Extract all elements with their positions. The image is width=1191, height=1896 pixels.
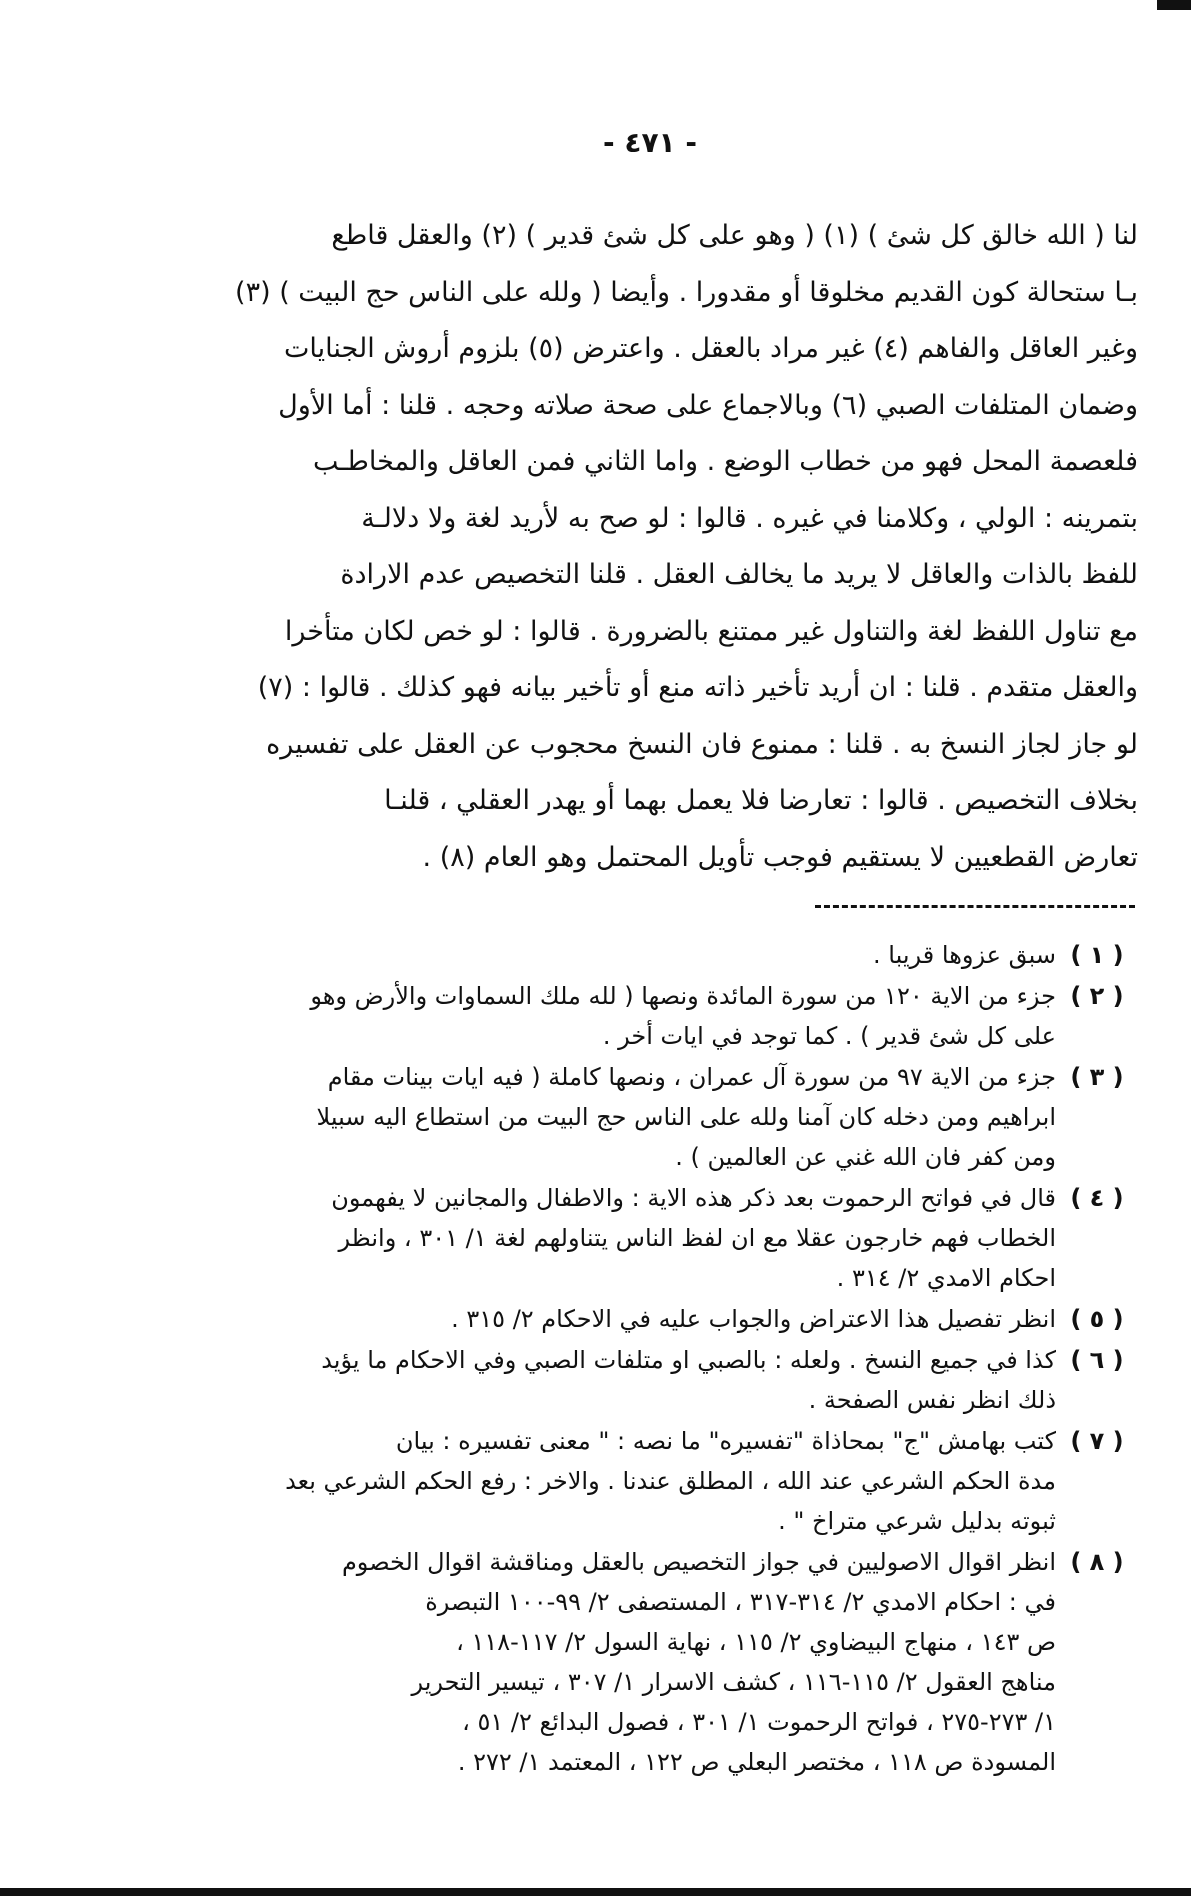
footnote-line: انظر تفصيل هذا الاعتراض والجواب عليه في الاحكام ٢/ ٣١٥ . [451, 1305, 1056, 1333]
footnote-line: سبق عزوها قريبا . [873, 941, 1056, 969]
footnote-line: على كل شئ قدير ) . كما توجد في ايات أخر . [602, 1022, 1056, 1050]
footnote-line: في : احكام الامدي ٢/ ٣١٤-٣١٧ ، المستصفى ٢/ ٩٩-١٠٠ التبصرة [425, 1588, 1056, 1616]
footnote-line: ومن كفر فان الله غني عن العالمين ) . [675, 1143, 1056, 1171]
body-line: وضمان المتلفات الصبي (٦) وبالاجماع على صحة صلاته وحجه . قلنا : أما الأول [278, 389, 1138, 421]
body-line: بـا ستحالة كون القديم مخلوقا أو مقدورا . وأيضا ( ولله على الناس حج البيت ) (٣) [235, 276, 1138, 308]
footnote-line: ١/ ٢٧٣-٢٧٥ ، فواتح الرحموت ١/ ٣٠١ ، فصول البدائع ٢/ ٥١ ، [462, 1708, 1056, 1736]
main-body-text [178, 208, 1138, 886]
footnote-1 [178, 935, 1138, 975]
footnote-number: ( ٨ ) [1070, 1548, 1124, 1576]
footnote-number: ( ٧ ) [1070, 1427, 1124, 1455]
footnote-line: مناهج العقول ٢/ ١١٥-١١٦ ، كشف الاسرار ١/ ٣٠٧ ، تيسير التحرير [411, 1668, 1056, 1696]
footnote-line: المسودة ص ١١٨ ، مختصر البعلي ص ١٢٢ ، المعتمد ١/ ٢٧٢ . [457, 1748, 1056, 1776]
footnote-line: انظر اقوال الاصوليين في جواز التخصيص بالعقل ومناقشة اقوال الخصوم [341, 1548, 1056, 1576]
footnote-3 [178, 1057, 1138, 1177]
footnote-number: ( ٥ ) [1070, 1305, 1124, 1333]
footnote-text [178, 935, 1056, 975]
footnote-number: ( ٦ ) [1070, 1346, 1124, 1374]
footnote-line: ص ١٤٣ ، منهاج البيضاوي ٢/ ١١٥ ، نهاية السول ٢/ ١١٧-١١٨ ، [456, 1628, 1056, 1656]
body-line: لنا ( الله خالق كل شئ ) (١) ( وهو على كل شئ قدير ) (٢) والعقل قاطع [331, 220, 1138, 251]
footnote-line: ابراهيم ومن دخله كان آمنا ولله على الناس حج البيت من استطاع اليه سبيلا [316, 1103, 1056, 1131]
body-line: لو جاز لجاز النسخ به . قلنا : ممنوع فان النسخ محجوب عن العقل على تفسيره [266, 728, 1138, 760]
footnote-line: ذلك انظر نفس الصفحة . [808, 1386, 1056, 1414]
footnote-text [178, 1178, 1056, 1298]
footnote-6 [178, 1340, 1138, 1420]
footnote-line: الخطاب فهم خارجون عقلا مع ان لفظ الناس يتناولهم لغة ١/ ٣٠١ ، وانظر [338, 1224, 1056, 1252]
footnote-line: كتب بهامش "ج" بمحاذاة "تفسيره" ما نصه : " معنى تفسيره : بيان [395, 1427, 1056, 1455]
footnote-separator [815, 905, 1135, 908]
footnote-line: قال في فواتح الرحموت بعد ذكر هذه الاية : والاطفال والمجانين لا يفهمون [331, 1184, 1056, 1212]
bottom-edge-bar [0, 1888, 1191, 1896]
body-line: للفظ بالذات والعاقل لا يريد ما يخالف العقل . قلنا التخصيص عدم الارادة [340, 559, 1138, 590]
footnote-7 [178, 1421, 1138, 1541]
footnote-line: ثبوته بدليل شرعي متراخ " . [778, 1507, 1056, 1535]
footnote-line: جزء من الاية ١٢٠ من سورة المائدة ونصها ( لله ملك السماوات والأرض وهو [310, 982, 1056, 1010]
footnote-5 [178, 1299, 1138, 1339]
footnote-line: احكام الامدي ٢/ ٣١٤ . [836, 1264, 1056, 1292]
body-line: تعارض القطعيين لا يستقيم فوجب تأويل المحتمل وهو العام (٨) . [422, 841, 1138, 873]
page-number: - ٤٧١ - [602, 126, 698, 159]
footnote-number: ( ٤ ) [1070, 1184, 1124, 1212]
footnote-number: ( ٣ ) [1070, 1063, 1124, 1091]
footnotes-section [178, 935, 1138, 1783]
body-line: بخلاف التخصيص . قالوا : تعارضا فلا يعمل بهما أو يهدر العقلي ، قلنـا [384, 785, 1138, 816]
footnote-4 [178, 1178, 1138, 1298]
footnote-text [178, 976, 1056, 1056]
footnote-line: مدة الحكم الشرعي عند الله ، المطلق عندنا . والاخر : رفع الحكم الشرعي بعد [285, 1467, 1056, 1495]
body-line: بتمرينه : الولي ، وكلامنا في غيره . قالوا : لو صح به لأريد لغة ولا دلالـة [361, 502, 1138, 534]
footnote-8 [178, 1542, 1138, 1782]
footnote-text [178, 1340, 1056, 1420]
body-line: وغير العاقل والفاهم (٤) غير مراد بالعقل . واعترض (٥) بلزوم أروش الجنايات [284, 333, 1138, 364]
top-edge-bar [1157, 0, 1191, 10]
footnote-2 [178, 976, 1138, 1056]
body-line: والعقل متقدم . قلنا : ان أريد تأخير ذاته منع أو تأخير بيانه فهو كذلك . قالوا : (٧) [257, 672, 1138, 703]
footnote-number: ( ٢ ) [1070, 982, 1124, 1010]
footnote-text [178, 1299, 1056, 1339]
footnote-number: ( ١ ) [1070, 941, 1124, 969]
body-line: مع تناول اللفظ لغة والتناول غير ممتنع بالضرورة . قالوا : لو خص لكان متأخرا [284, 615, 1138, 647]
footnote-text [178, 1057, 1056, 1177]
footnote-line: جزء من الاية ٩٧ من سورة آل عمران ، ونصها كاملة ( فيه ايات بينات مقام [327, 1063, 1056, 1091]
footnote-text [178, 1542, 1056, 1782]
body-line: فلعصمة المحل فهو من خطاب الوضع . واما الثاني فمن العاقل والمخاطـب [312, 446, 1138, 477]
footnote-line: كذا في جميع النسخ . ولعله : بالصبي او متلفات الصبي وفي الاحكام ما يؤيد [321, 1346, 1056, 1374]
footnote-text [178, 1421, 1056, 1541]
